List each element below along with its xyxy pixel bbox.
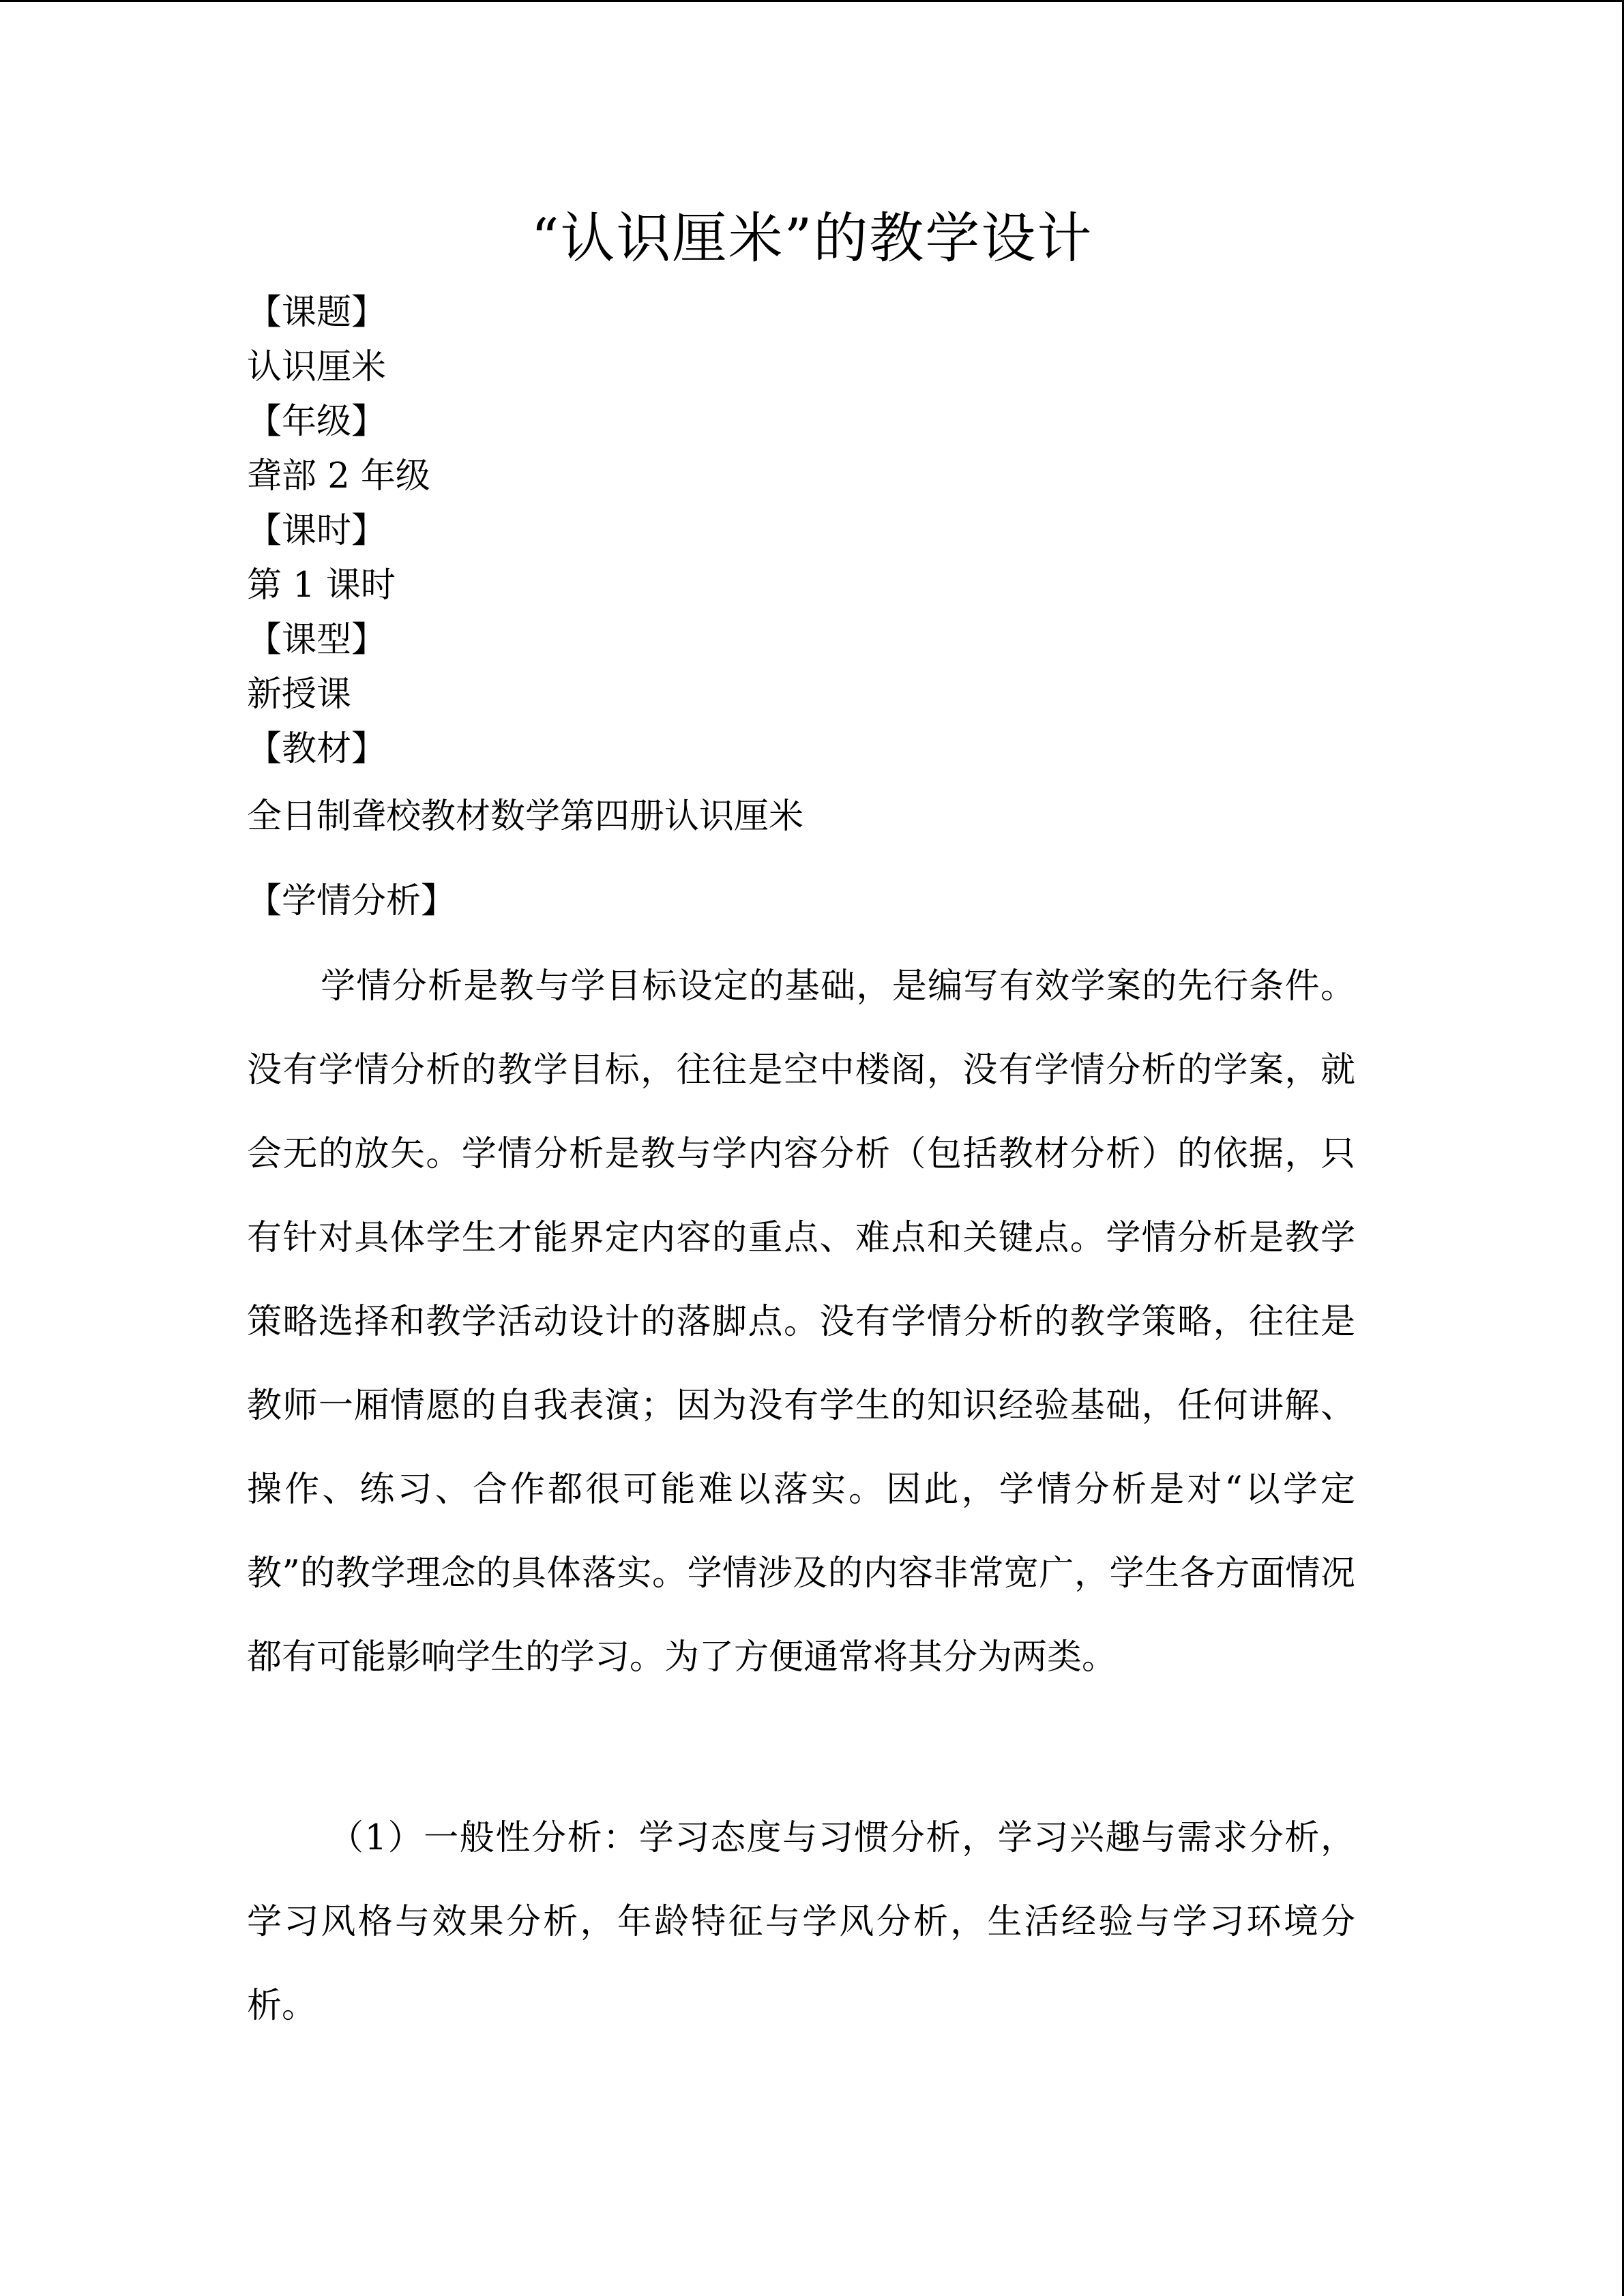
analysis-paragraph-2: （1）一般性分析：学习态度与习惯分析，学习兴趣与需求分析，学习风格与效果分析，年龄特征与学风分析，生活经验与学习环境分析。: [247, 1818, 1355, 2026]
section-value-grade: 聋部 2 年级: [247, 456, 430, 496]
section-heading-textbook: 【教材】: [247, 729, 387, 769]
section-heading-topic: 【课题】: [247, 293, 387, 333]
section-value-textbook: 全日制聋校教材数学第四册认识厘米: [247, 796, 804, 837]
analysis-paragraph-1: 学情分析是教与学目标设定的基础，是编写有效学案的先行条件。没有学情分析的教学目标，往往是空中楼阁，没有学情分析的学案，就会无的放矢。学情分析是教与学内容分析（包括教材分析）的依据，只有针对具体学生才能界定内容的重点、难点和关键点。学情分析是教学策略选择和教学活动设计的落脚点。没有学情分析的教学策略，往往是教师一厢情愿的自我表演；因为没有学生的知识经验基础，任何讲解、操作、练习、合作都很可能难以落实。因此，学情分析是对“以学定教”的教学理念的具体落实。学情涉及的内容非常宽广，学生各方面情况都有可能影响学生的学习。为了方便通常将其分为两类。: [247, 966, 1355, 1678]
section-heading-grade: 【年级】: [247, 402, 387, 442]
analysis-heading: 【学情分析】: [247, 881, 456, 921]
section-heading-period: 【课时】: [247, 511, 387, 551]
section-heading-lesson-type: 【课型】: [247, 620, 387, 660]
section-value-period: 第 1 课时: [247, 565, 396, 606]
document-title: “认识厘米”的教学设计: [531, 207, 1093, 270]
section-value-lesson-type: 新授课: [247, 674, 352, 715]
section-value-topic: 认识厘米: [247, 347, 387, 387]
